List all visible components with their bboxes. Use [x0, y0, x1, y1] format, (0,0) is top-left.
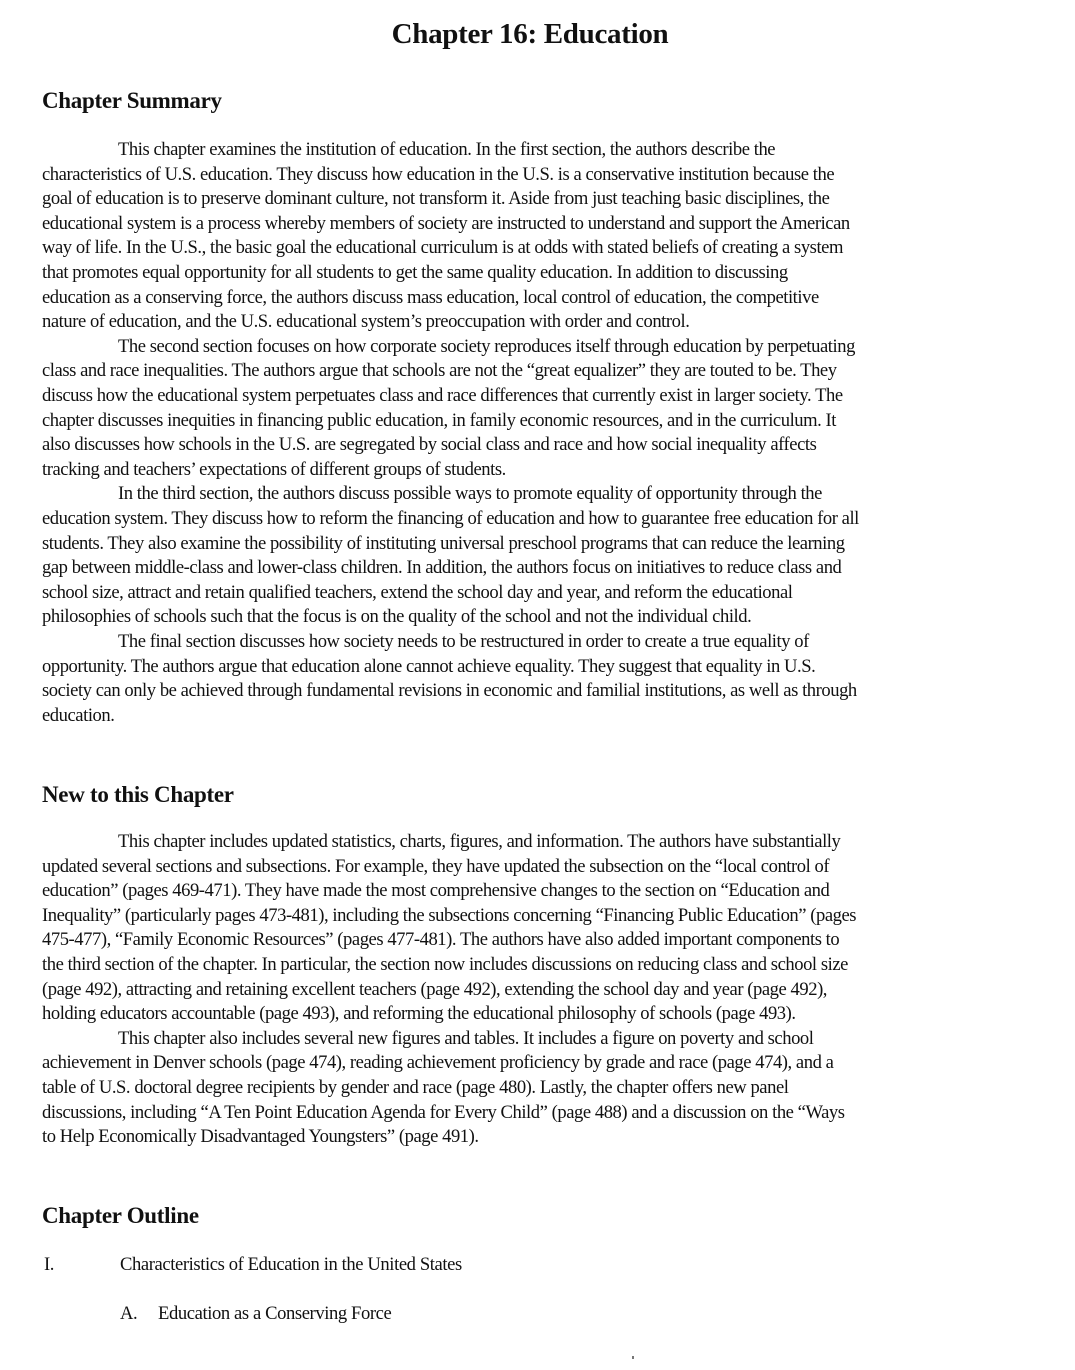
chapter-outline-heading: Chapter Outline: [42, 1203, 199, 1228]
outline-item-marker-1: I.: [44, 1254, 55, 1275]
text-line: In the third section, the authors discuss possible ways to promote equality of opportunity through the: [118, 483, 822, 505]
outline-item-text-2: Education as a Conserving Force: [158, 1303, 392, 1324]
text-line: 475-477), “Family Economic Resources” (pages 477-481). The authors have also added important components to: [42, 929, 840, 951]
text-line: discussions, including “A Ten Point Education Agenda for Every Child” (page 488) and a discussion on the “Ways: [42, 1101, 845, 1123]
text-line: nature of education, and the U.S. educational system’s preoccupation with order and control.: [42, 311, 690, 333]
text-line: philosophies of schools such that the focus is on the quality of the school and not the individual child.: [42, 606, 752, 628]
page-title: Chapter 16: Education: [391, 18, 669, 50]
text-line: gap between middle-class and lower-class children. In addition, the authors focus on initiatives to reduce class and: [42, 557, 842, 579]
text-line: education.: [42, 704, 115, 726]
text-line: way of life. In the U.S., the basic goal the educational curriculum is at odds with stated beliefs of creating a system: [42, 237, 844, 259]
text-line: society can only be achieved through fundamental revisions in economic and familial institutions, as well as through: [42, 680, 857, 702]
text-line: The final section discusses how society needs to be restructured in order to create a true equality of: [118, 631, 809, 652]
text-line: opportunity. The authors argue that education alone cannot achieve equality. They suggest that equality in U.S.: [42, 655, 816, 677]
text-line: tracking and teachers’ expectations of different groups of students.: [42, 458, 506, 480]
text-line: This chapter examines the institution of education. In the first section, the authors describe the: [118, 139, 776, 160]
text-line: also discusses how schools in the U.S. are segregated by social class and race and how social inequality affects: [42, 434, 817, 456]
text-line: Inequality” (particularly pages 473-481), including the subsections concerning “Financing Public Education” (pages: [42, 904, 857, 926]
text-line: goal of education is to preserve dominant culture, not transform it. Aside from just teaching basic disciplines, the: [42, 188, 830, 210]
new-to-chapter-heading: New to this Chapter: [42, 782, 234, 807]
text-line: class and race inequalities. The authors argue that schools are not the “great equalizer” they are touted to be. They: [42, 360, 837, 382]
text-line: students. They also examine the possibility of instituting universal preschool programs that can reduce the learning: [42, 532, 845, 554]
text-line: school size, attract and retain qualified teachers, extend the school day and year, and reform the educational: [42, 581, 793, 603]
chapter-summary-heading: Chapter Summary: [42, 88, 222, 113]
text-line: achievement in Denver schools (page 474), reading achievement proficiency by grade and race (page 474), and a: [42, 1052, 834, 1074]
scan-speck: [632, 1356, 634, 1359]
text-line: (page 492), attracting and retaining excellent teachers (page 492), extending the school day and year (page 492),: [42, 978, 828, 1000]
outline-item-marker-2: A.: [120, 1303, 138, 1324]
outline-item-text-1: Characteristics of Education in the United States: [120, 1254, 462, 1275]
text-line: holding educators accountable (page 493), and reforming the educational philosophy of schools (page 493).: [42, 1003, 796, 1025]
text-line: The second section focuses on how corporate society reproduces itself through education by perpetuating: [118, 335, 855, 357]
text-line: updated several sections and subsections. For example, they have updated the subsection on the “local control of: [42, 855, 830, 877]
text-line: table of U.S. doctoral degree recipients by gender and race (page 480). Lastly, the chapter offers new panel: [42, 1077, 789, 1098]
text-line: the third section of the chapter. In particular, the section now includes discussions on reducing class and school size: [42, 954, 848, 975]
text-line: This chapter also includes several new figures and tables. It includes a figure on poverty and school: [118, 1027, 814, 1049]
text-line: education” (pages 469-471). They have made the most comprehensive changes to the section on “Education and: [42, 880, 830, 902]
text-line: educational system is a process whereby members of society are instructed to understand and support the American: [42, 212, 850, 234]
text-line: education as a conserving force, the authors discuss mass education, local control of education, the competitive: [42, 286, 819, 308]
text-line: This chapter includes updated statistics, charts, figures, and information. The authors have substantially: [118, 831, 841, 852]
text-line: characteristics of U.S. education. They discuss how education in the U.S. is a conservative institution because the: [42, 163, 835, 185]
text-line: education system. They discuss how to reform the financing of education and how to guarantee free education for all: [42, 508, 859, 529]
text-line: to Help Economically Disadvantaged Youngsters” (page 491).: [42, 1126, 479, 1148]
text-line: that promotes equal opportunity for all students to get the same quality education. In addition to discussing: [42, 262, 788, 283]
text-line: discuss how the educational system perpetuates class and race differences that currently exist in larger society. The: [42, 385, 843, 406]
text-line: chapter discusses inequities in financing public education, in family economic resources, and in the curriculum. It: [42, 409, 837, 431]
